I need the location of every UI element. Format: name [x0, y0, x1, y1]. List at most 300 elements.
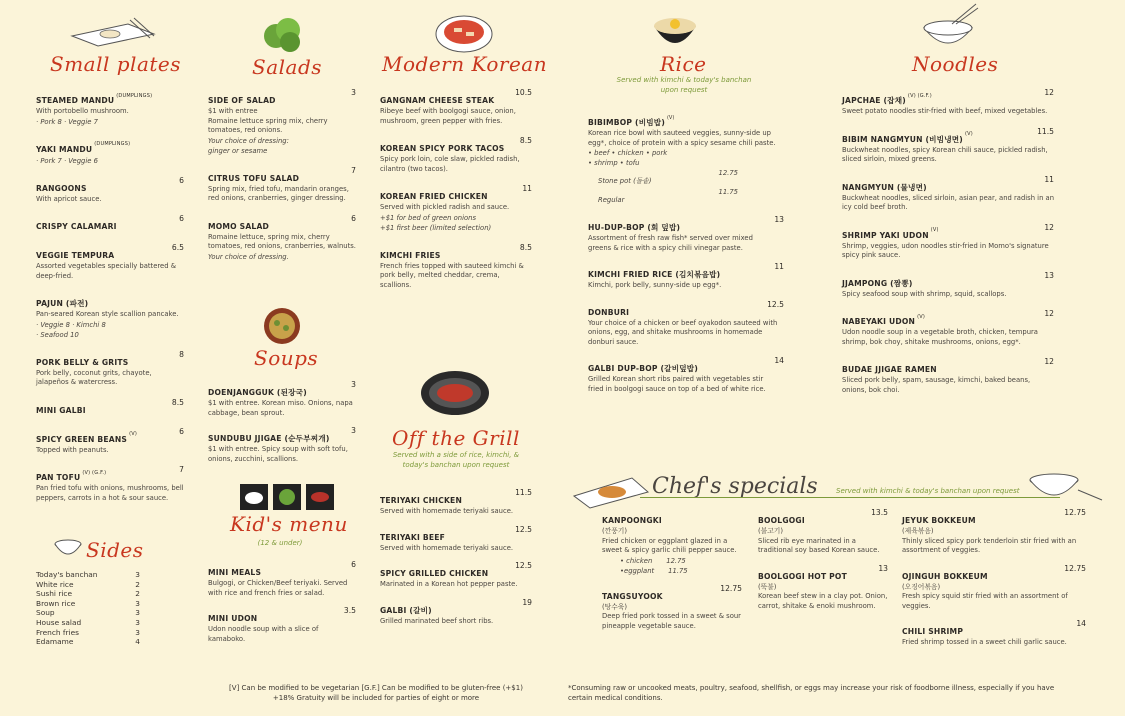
item-desc: Korean rice bowl with sauteed veggies, sunny-side up egg*, choice of protein with a spicy sesame chili paste. — [588, 129, 776, 147]
item-header — [842, 88, 1054, 107]
menu-item — [758, 564, 888, 612]
rice-subtitle: Served with kimchi & today's banchan upon request — [616, 76, 752, 94]
item-options: Your choice of dressing. — [208, 252, 289, 261]
item-price: 12 — [1044, 88, 1054, 97]
item-price: 6 — [351, 213, 356, 223]
side-price: 3 — [135, 598, 140, 608]
item-desc: Buckwheat noodles, spicy Korean chili sauce, pickled radish, sliced sirloin, mixed greens. — [842, 145, 1048, 163]
side-price: 4 — [135, 637, 140, 647]
chef-divider — [640, 497, 1060, 498]
item-price: 8.5 — [519, 242, 532, 252]
item-korean-name: (제육볶음) — [902, 527, 934, 535]
item-name: SUNDUBU JJIGAE (순두부찌개) — [208, 434, 330, 443]
menu-item — [902, 564, 1086, 612]
item-tag: (DUMPLINGS) — [116, 92, 153, 99]
kids-subtitle: (12 & under) — [257, 539, 303, 547]
item-header — [36, 398, 184, 417]
menu-item — [380, 488, 532, 517]
item-header — [380, 184, 532, 203]
kids-icons — [240, 484, 334, 510]
item-header — [36, 88, 184, 107]
item-price: 6 — [351, 560, 356, 569]
side-name: Today's banchan — [36, 570, 98, 579]
item-price: 11 — [1044, 174, 1054, 184]
side-item — [36, 628, 140, 638]
item-header — [36, 214, 184, 233]
item-desc: $1 with entree Romaine lettuce spring mix, cherry tomatoes, red onions. — [208, 107, 328, 134]
item-header — [842, 127, 1054, 146]
item-name: CRISPY CALAMARI — [36, 222, 117, 231]
menu-item — [208, 214, 356, 262]
item-name: NANGMYUN (물냉면) — [842, 182, 927, 192]
item-price: 12.75 — [1064, 508, 1086, 517]
chef-plate-icon — [572, 470, 650, 510]
menu-item — [380, 184, 532, 233]
small-plates-title: Small plates — [50, 52, 181, 76]
item-desc: Fried chicken or eggplant glazed in a sweet & spicy garlic chili pepper sauce. — [602, 536, 737, 554]
item-header — [902, 508, 1086, 527]
item-desc: Spicy seafood soup with shrimp, squid, scallops. — [842, 289, 1007, 298]
item-header — [588, 110, 784, 129]
item-name: GANGNAM CHEESE STEAK — [380, 96, 495, 105]
item-price: 14 — [774, 356, 784, 365]
side-name: White rice — [36, 579, 74, 589]
item-header — [208, 88, 356, 107]
menu-item — [588, 262, 784, 291]
kids-title: Kid's menu — [230, 512, 348, 536]
menu-item — [380, 88, 532, 126]
item-price: 13.5 — [871, 508, 888, 517]
item-price: 8.5 — [519, 136, 532, 145]
item-desc: Pork belly, coconut grits, chayote, jalapeños & watercress. — [36, 368, 152, 386]
item-desc: Korean beef stew in a clay pot. Onion, carrot, shitake & enoki mushroom. — [758, 592, 888, 610]
item-desc: Deep fried pork tossed in a sweet & sour pineapple vegetable sauce. — [602, 612, 741, 630]
item-name: CHILI SHRIMP — [902, 627, 964, 636]
item-name: TANGSUYOOK — [602, 591, 663, 601]
side-name: Soup — [36, 608, 55, 618]
item-tag: (V) — [666, 114, 675, 121]
chef-col-1 — [602, 508, 742, 639]
item-name: PORK BELLY & GRITS — [36, 357, 129, 367]
item-desc: French fries topped with sauteed kimchi & pork belly, melted cheddar, crema, scallions. — [380, 261, 524, 289]
menu-item — [842, 127, 1054, 165]
item-name: BIBIMBOP (비빔밥) — [588, 118, 665, 127]
item-desc: Udon noodle soup in a vegetable broth, chicken, tempura shrimp, bok choy, shitake mushrooms, onions, egg*. — [842, 328, 1038, 346]
chef-col-2 — [758, 508, 888, 619]
item-options: · Pork 7 · Veggie 6 — [36, 156, 98, 165]
item-header — [208, 426, 356, 445]
item-tag: (V) (G.F.) — [82, 469, 107, 476]
menu-item — [842, 223, 1054, 261]
item-price: 12 — [1044, 357, 1054, 366]
menu-item — [36, 465, 184, 503]
menu-item — [36, 350, 184, 388]
item-options: +$1 for bed of green onions +$1 first beer (limited selection) — [380, 213, 492, 232]
item-price: 11 — [774, 262, 784, 271]
item-header — [36, 176, 184, 195]
item-price: 13 — [1044, 270, 1054, 280]
item-name: MINI GALBI — [36, 405, 86, 415]
item-korean-name: (불고기) — [758, 527, 784, 535]
meat-box-icon — [306, 484, 334, 510]
chef-col-3 — [902, 508, 1086, 656]
menu-item — [36, 137, 184, 166]
item-price: 6 — [179, 175, 184, 185]
item-name: SHRIMP YAKI UDON — [842, 230, 929, 240]
item-name: BOOLGOGI HOT POT — [758, 571, 847, 581]
item-korean-name: (오징어볶음) — [902, 582, 941, 591]
item-desc: $1 with entree. Korean miso. Onions, napa cabbage, bean sprout. — [208, 399, 353, 417]
item-header — [588, 215, 784, 234]
menu-item — [36, 88, 184, 127]
bowl-icon — [52, 536, 84, 560]
item-price: 19 — [522, 597, 532, 607]
item-header — [380, 561, 532, 580]
item-header — [36, 465, 184, 484]
menu-item — [36, 214, 184, 233]
item-desc: Romaine lettuce, spring mix, cherry tomatoes, red onions, cranberries, walnuts. — [208, 232, 356, 250]
menu-item — [36, 243, 184, 281]
item-name: TERIYAKI BEEF — [380, 532, 445, 542]
menu-item — [380, 243, 532, 291]
item-price: 10.5 — [515, 88, 532, 97]
item-header — [208, 380, 356, 399]
item-price: 13 — [774, 215, 784, 224]
side-price: 3 — [135, 617, 140, 627]
item-desc: Marinated in a Korean hot pepper paste. — [380, 580, 518, 588]
item-name: BOOLGOGI — [758, 516, 805, 525]
side-item — [36, 637, 140, 647]
kanpoongki-option — [620, 556, 742, 566]
item-name: SPICY GRILLED CHICKEN — [380, 569, 489, 578]
item-header — [588, 262, 784, 281]
item-price: 12 — [1044, 222, 1054, 232]
item-name: KIMCHI FRIED RICE (김치볶음밥) — [588, 270, 721, 279]
item-header — [842, 309, 1054, 328]
grill-list — [380, 488, 532, 634]
item-name: JEYUK BOKKEUM — [902, 516, 976, 525]
side-item — [36, 608, 140, 618]
item-header — [842, 223, 1054, 242]
soups-title: Soups — [254, 346, 319, 370]
item-desc: Served with homemade teriyaki sauce. — [380, 507, 514, 515]
menu-item — [380, 136, 532, 174]
option-label: •eggplant — [620, 566, 655, 575]
side-name: Edamame — [36, 637, 74, 647]
item-price: 14 — [1076, 619, 1086, 628]
salads-list — [208, 88, 356, 272]
item-tag: (V) — [964, 131, 973, 138]
item-header — [36, 243, 184, 262]
side-item — [36, 599, 140, 609]
menu-item — [588, 300, 784, 348]
chef-specials-title: Chef's specials — [652, 474, 818, 499]
item-header — [758, 508, 888, 527]
item-name: BIBIM NANGMYUN (비빔냉면) — [842, 134, 963, 144]
item-price: 12.75 — [720, 583, 742, 593]
item-name: KOREAN FRIED CHICKEN — [380, 192, 488, 201]
menu-item — [758, 508, 888, 556]
side-name: Brown rice — [36, 598, 76, 608]
side-name: French fries — [36, 627, 80, 637]
footer-left: [V] Can be modified to be vegetarian [G.F.] Can be modified to be gluten-free (+$1) +18% Gratuity will be included for parties of eight or more — [229, 684, 523, 702]
side-item — [36, 570, 140, 580]
item-price: 13 — [878, 563, 888, 573]
item-header — [588, 356, 784, 375]
item-tag: (DUMPLINGS) — [94, 141, 131, 148]
item-header — [208, 606, 356, 625]
rice-bowl-icon — [652, 12, 698, 54]
grill-subtitle: Served with a side of rice, kimchi, & today's banchan upon request — [392, 451, 520, 469]
sides-list — [36, 570, 140, 647]
item-desc: Udon noodle soup with a slice of kamaboko. — [208, 625, 319, 643]
side-item — [36, 580, 140, 590]
item-name: KOREAN SPICY PORK TACOS — [380, 144, 505, 153]
hot-pot-icon — [1024, 470, 1104, 504]
small-plates-list — [36, 88, 184, 513]
item-name: JAPCHAE (잡채) — [842, 96, 906, 105]
option-price: 12.75 — [666, 556, 686, 565]
item-header — [380, 243, 532, 262]
noodles-list — [842, 88, 1054, 405]
menu-item — [588, 110, 784, 206]
menu-item — [842, 175, 1054, 213]
menu-item — [208, 560, 356, 598]
item-price: 11 — [522, 184, 532, 193]
item-name: PAN TOFU — [36, 473, 81, 482]
rice-list — [588, 110, 784, 403]
item-name: VEGGIE TEMPURA — [36, 251, 115, 260]
item-price: 11.5 — [1037, 126, 1054, 136]
item-desc: Ribeye beef with boolgogi sauce, onion, mushroom, green pepper with fries. — [380, 107, 516, 125]
salads-title: Salads — [252, 55, 323, 79]
item-name: GALBI (갈비) — [380, 605, 432, 615]
menu-item — [842, 271, 1054, 300]
kanpoongki-option — [620, 566, 742, 576]
dumpling-plate-icon — [68, 14, 158, 48]
item-desc: Kimchi, pork belly, sunny-side up egg*. — [588, 281, 722, 289]
size-price: 11.75 — [718, 188, 738, 196]
item-desc: Your choice of a chicken or beef oyakodon sauteed with onions, egg, and shitake mushrooms in homemade donburi sauce. — [588, 318, 778, 346]
item-header — [588, 300, 784, 319]
side-item — [36, 589, 140, 599]
item-price: 6.5 — [171, 243, 184, 252]
item-name: TERIYAKI CHICKEN — [380, 496, 462, 505]
menu-item — [36, 176, 184, 205]
size-price: 12.75 — [718, 169, 738, 177]
modern-korean-title: Modern Korean — [382, 52, 548, 76]
item-name: KANPOONGKI — [602, 516, 662, 525]
side-price: 2 — [135, 589, 140, 599]
item-price: 3.5 — [343, 606, 356, 615]
item-desc: Bulgogi, or Chicken/Beef teriyaki. Served with rice and french fries or salad. — [208, 579, 348, 597]
item-price: 6 — [179, 426, 184, 436]
item-desc: Topped with peanuts. — [36, 445, 109, 454]
menu-item — [208, 426, 356, 464]
footer-right: *Consuming raw or uncooked meats, poultry, seafood, shellfish, or eggs may increase your risk of foodborne illness, especially if you have certain medical conditions. — [568, 684, 1055, 702]
item-name: OJINGUH BOKKEUM — [902, 571, 988, 581]
item-name: GALBI DUP-BOP (갈비덮밥) — [588, 364, 698, 373]
menu-item — [208, 606, 356, 644]
menu-item — [380, 525, 532, 554]
menu-item — [842, 357, 1054, 395]
item-desc: Spicy pork loin, cole slaw, pickled radish, cilantro (two tacos). — [380, 155, 520, 173]
item-header — [36, 350, 184, 369]
menu-item — [602, 508, 742, 576]
item-header — [380, 488, 532, 507]
soup-bowl-icon — [262, 306, 302, 346]
item-korean-name: (탕수육) — [602, 602, 628, 611]
item-name: DOENJANGGUK (된장국) — [208, 388, 307, 397]
tteokbokki-icon — [434, 10, 494, 54]
item-price: 12.5 — [767, 299, 784, 309]
item-desc: Sliced pork belly, spam, sausage, kimchi, baked beans, onions, bok choi. — [842, 376, 1031, 394]
menu-item — [208, 166, 356, 204]
item-name: NABEYAKI UDON — [842, 317, 916, 326]
item-name: YAKI MANDU — [36, 144, 93, 154]
item-tag: (V) (G.F.) — [907, 92, 932, 99]
item-header — [380, 525, 532, 544]
item-desc: Spring mix, fried tofu, mandarin oranges, red onions, cranberries, ginger dressing. — [208, 184, 349, 202]
side-item — [36, 618, 140, 628]
menu-item — [902, 619, 1086, 648]
item-desc: Buckwheat noodles, sliced sirloin, asian pear, and radish in an icy cold beef broth. — [842, 193, 1055, 211]
option-label: • chicken — [620, 556, 653, 565]
item-desc: Sliced rib eye marinated in a traditional soy based Korean sauce. — [758, 536, 880, 554]
item-desc: With apricot sauce. — [36, 194, 102, 203]
item-name: HU-DUP-BOP (회 덮밥) — [588, 223, 681, 232]
menu-item — [842, 309, 1054, 347]
item-price: 12 — [1044, 309, 1054, 318]
item-tag: (V) — [129, 431, 138, 438]
side-price: 3 — [135, 570, 140, 579]
item-desc: With portobello mushroom. — [36, 107, 129, 115]
item-name: RANGOONS — [36, 183, 87, 193]
item-header — [36, 291, 184, 310]
item-name: PAJUN (파전) — [36, 299, 89, 308]
side-name: Sushi rice — [36, 589, 73, 599]
item-header — [602, 508, 742, 527]
item-desc: Served with homemade teriyaki sauce. — [380, 543, 514, 552]
item-name: BUDAE JJIGAE RAMEN — [842, 365, 937, 374]
item-name: CITRUS TOFU SALAD — [208, 173, 300, 183]
item-korean-name: (깐풍기) — [602, 527, 628, 535]
grill-title: Off the Grill — [392, 426, 520, 450]
item-desc: Shrimp, veggies, udon noodles stir-fried in Momo's signature spicy pink sauce. — [842, 241, 1049, 259]
size-label: Stone pot (돌솥) — [598, 177, 652, 185]
side-price: 2 — [135, 579, 140, 589]
item-header — [36, 427, 184, 446]
menu-item — [380, 561, 532, 590]
item-desc: $1 with entree. Spicy soup with soft tofu, onions, zucchini, scallions. — [208, 445, 348, 463]
item-price: 12.5 — [515, 561, 532, 570]
menu-item — [588, 215, 784, 253]
kids-list — [208, 560, 356, 652]
item-header — [380, 88, 532, 107]
item-desc: Pan fried tofu with onions, mushrooms, bell peppers, carrots in a hot & sour sauce. — [36, 484, 184, 502]
item-desc: Sweet potato noodles stir-fried with beef, mixed vegetables. — [842, 107, 1048, 115]
menu-item — [588, 356, 784, 394]
grill-icon — [420, 370, 490, 416]
item-header — [602, 584, 742, 603]
item-desc: Assorted vegetables specially battered & deep-fried. — [36, 262, 177, 280]
item-name: MINI MEALS — [208, 568, 262, 577]
noodle-bowl-icon — [918, 2, 980, 52]
soups-list — [208, 380, 356, 472]
lettuce-icon — [260, 14, 306, 54]
item-desc: Grilled Korean short ribs paired with vegetables stir fried in boolgogi sauce on top of a bed of white rice. — [588, 375, 766, 393]
modern-list — [380, 88, 532, 300]
noodles-title: Noodles — [912, 52, 999, 76]
salad-box-icon — [273, 484, 301, 510]
rice-box-icon — [240, 484, 268, 510]
item-options: · Veggie 8 · Kimchi 8 · Seafood 10 — [36, 320, 106, 339]
menu-item — [842, 88, 1054, 117]
side-price: 3 — [135, 627, 140, 637]
item-header — [758, 564, 888, 583]
item-options: · Pork 8 · Veggie 7 — [36, 117, 98, 126]
item-name: SPICY GREEN BEANS — [36, 434, 128, 444]
item-header — [36, 137, 184, 156]
item-name: MINI UDON — [208, 614, 258, 623]
chef-specials-subtitle: Served with kimchi & today's banchan upon request — [836, 487, 1020, 495]
menu-item — [36, 427, 184, 456]
rice-title: Rice — [660, 52, 707, 76]
item-header — [380, 136, 532, 155]
item-options: Your choice of dressing: ginger or sesame — [208, 136, 289, 155]
menu-item — [902, 508, 1086, 556]
item-desc: Thinly sliced spicy pork tenderloin stir fried with an assortment of veggies. — [902, 536, 1077, 554]
item-header — [842, 175, 1054, 194]
menu-item — [208, 88, 356, 156]
item-name: KIMCHI FRIES — [380, 250, 441, 260]
menu-item — [208, 380, 356, 418]
item-price: 7 — [351, 165, 356, 175]
item-header — [208, 214, 356, 233]
item-header — [842, 357, 1054, 376]
item-price: 8.5 — [171, 397, 184, 407]
option-price: 11.75 — [668, 566, 688, 575]
item-price: 6 — [179, 214, 184, 223]
item-price: 3 — [351, 426, 356, 435]
item-price: 3 — [351, 380, 356, 389]
item-korean-name: (뚝불) — [758, 582, 777, 591]
item-price: 8 — [179, 349, 184, 359]
item-price: 12.75 — [1064, 563, 1086, 573]
side-price: 3 — [135, 608, 140, 618]
item-price: 11.5 — [515, 488, 532, 497]
item-desc: Fresh spicy squid stir fried with an assortment of veggies. — [902, 592, 1068, 610]
item-header — [380, 598, 532, 617]
item-header — [842, 271, 1054, 290]
item-desc: Grilled marinated beef short ribs. — [380, 616, 494, 625]
item-name: STEAMED MANDU — [36, 96, 115, 105]
item-price: 3 — [351, 88, 356, 97]
item-desc: Assortment of fresh raw fish* served over mixed greens & rice with a spicy chili vinegar paste. — [588, 234, 753, 252]
item-desc: Fried shrimp tossed in a sweet chili garlic sauce. — [902, 638, 1067, 646]
sides-title: Sides — [86, 538, 144, 562]
item-header — [208, 560, 356, 579]
item-tag: (V) — [930, 227, 939, 234]
item-name: SIDE OF SALAD — [208, 96, 276, 105]
item-name: JJAMPONG (짬뽕) — [842, 278, 913, 288]
size-option-regular — [598, 187, 738, 206]
item-name: DONBURI — [588, 307, 630, 317]
item-header — [902, 619, 1086, 638]
size-label: Regular — [598, 196, 625, 204]
item-desc: Served with pickled radish and sauce. — [380, 203, 510, 211]
menu-item — [36, 398, 184, 417]
